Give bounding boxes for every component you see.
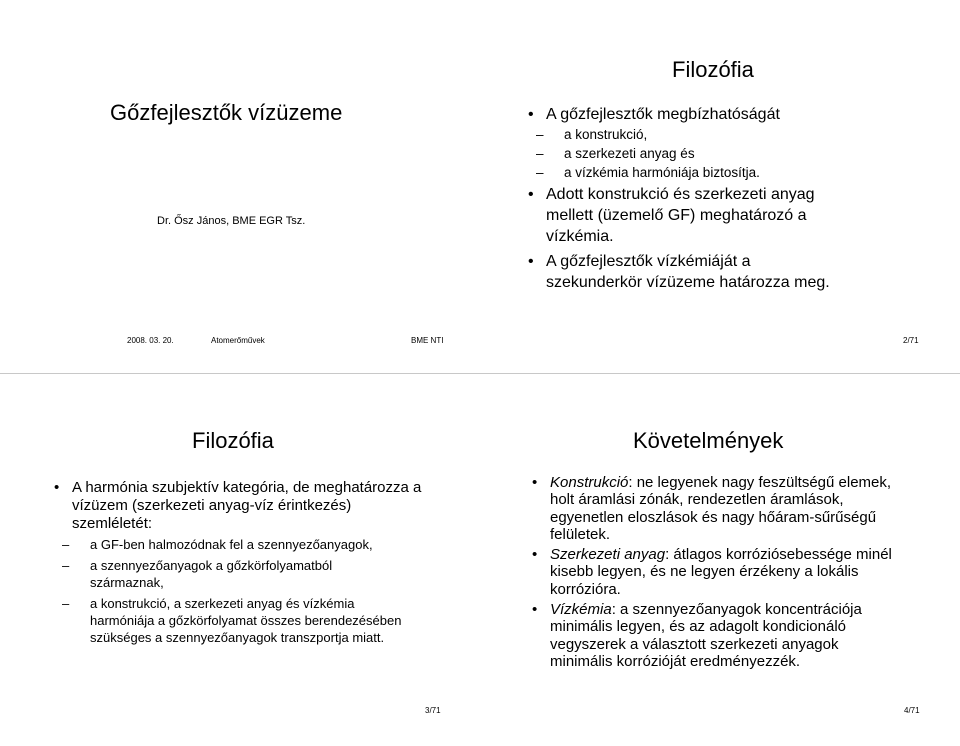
bullet-icon: • (528, 253, 534, 270)
slide-1-author: Dr. Ősz János, BME EGR Tsz. (157, 215, 306, 227)
sub-bullet-item (50, 536, 422, 553)
requirement-term: Konstrukció (550, 474, 629, 491)
dash-icon: – (536, 146, 544, 161)
dash-icon: – (62, 537, 70, 552)
sub-bullet-item (50, 595, 422, 646)
sub-bullet-item (524, 163, 924, 182)
requirement-text: : ne legyenek nagy feszültségű elemek, holt áramlási zónák, rendezetlen áramlások, egyenetlen eloszlások és nagy hőáram-sűrűségű felületek. (550, 474, 892, 543)
slide-3-title: Filozófia (192, 428, 274, 453)
bullet-icon: • (532, 546, 538, 564)
dash-icon: – (62, 558, 70, 573)
bullet-icon: • (54, 479, 60, 496)
bullet-item (524, 184, 866, 247)
sub-bullet-text: a szerkezeti anyag és (564, 146, 695, 161)
slide-1 (0, 0, 480, 373)
bullet-icon: • (528, 106, 534, 123)
sub-bullet-text: a szennyezőanyagok a gőzkörfolyamatból származnak, (90, 558, 333, 590)
dash-icon: – (62, 596, 70, 611)
requirement-term: Vízkémia (550, 601, 612, 619)
bullet-text: Adott konstrukció és szerkezeti anyag mellett (üzemelő GF) meghatározó a vízkémia. (546, 186, 815, 245)
slide-2-title: Filozófia (672, 57, 754, 82)
bullet-text: A gőzfejlesztők vízkémiáját a szekunderkör vízüzeme határozza meg. (546, 253, 830, 291)
sub-bullet-item (524, 144, 924, 163)
bullet-icon: • (532, 601, 538, 619)
requirement-term: Szerkezeti anyag (550, 546, 666, 564)
bullet-item (524, 104, 924, 182)
page-number: 4/71 (904, 706, 920, 715)
requirement-item (528, 474, 912, 543)
requirement-text: : a szennyezőanyagok koncentrációja minimális legyen, és az adagolt kondicionáló vegyszerek a választott szerkezeti anyagok minimális korrózióját eredményezzék. (550, 601, 862, 670)
bullet-item (524, 251, 846, 293)
sub-bullet-text: a GF-ben halmozódnak fel a szennyezőanyagok, (90, 537, 373, 552)
bullet-text: A harmónia szubjektív kategória, de meghatározza a vízüzem (szerkezeti anyag-víz érintkezés) szemléletét: (72, 479, 422, 532)
slide-2-bullets (524, 104, 924, 293)
sub-bullet-item (524, 125, 924, 144)
requirement-text: : átlagos korróziósebessége minél kisebb legyen, és ne legyen érzékeny a lokális korrózióra. (550, 546, 892, 598)
page-number: 2/71 (903, 336, 919, 345)
slide-2 (480, 0, 960, 373)
footer-org: BME NTI (411, 336, 444, 345)
sub-bullets (524, 125, 924, 182)
sub-bullet-text: a konstrukció, a szerkezeti anyag és vízkémia harmóniája a gőzkörfolyamat összes berendezésében szükséges a szennyezőanyagok transzportja miatt. (90, 596, 402, 645)
footer-date: 2008. 03. 20. (127, 336, 174, 345)
sub-bullets (50, 536, 422, 646)
slide-1-title: Gőzfejlesztők vízüzeme (110, 100, 343, 125)
requirement-item (528, 601, 880, 670)
dash-icon: – (536, 127, 544, 142)
sub-bullet-item (50, 557, 390, 591)
bullet-item (50, 479, 422, 646)
slide-4-title: Követelmények (633, 428, 784, 453)
bullet-icon: • (528, 186, 534, 203)
footer-center: Atomerőművek (211, 336, 265, 345)
page-number: 3/71 (425, 706, 441, 715)
requirement-item (528, 546, 912, 598)
slide-3-bullets (50, 479, 422, 646)
sub-bullet-text: a konstrukció, (564, 127, 648, 142)
slide-4-bullets (528, 474, 912, 670)
sub-bullet-text: a vízkémia harmóniája biztosítja. (564, 165, 760, 180)
slide-4 (480, 373, 960, 746)
dash-icon: – (536, 165, 544, 180)
bullet-icon: • (532, 474, 538, 491)
bullet-text: A gőzfejlesztők megbízhatóságát (546, 106, 780, 123)
slide-3 (0, 373, 480, 746)
